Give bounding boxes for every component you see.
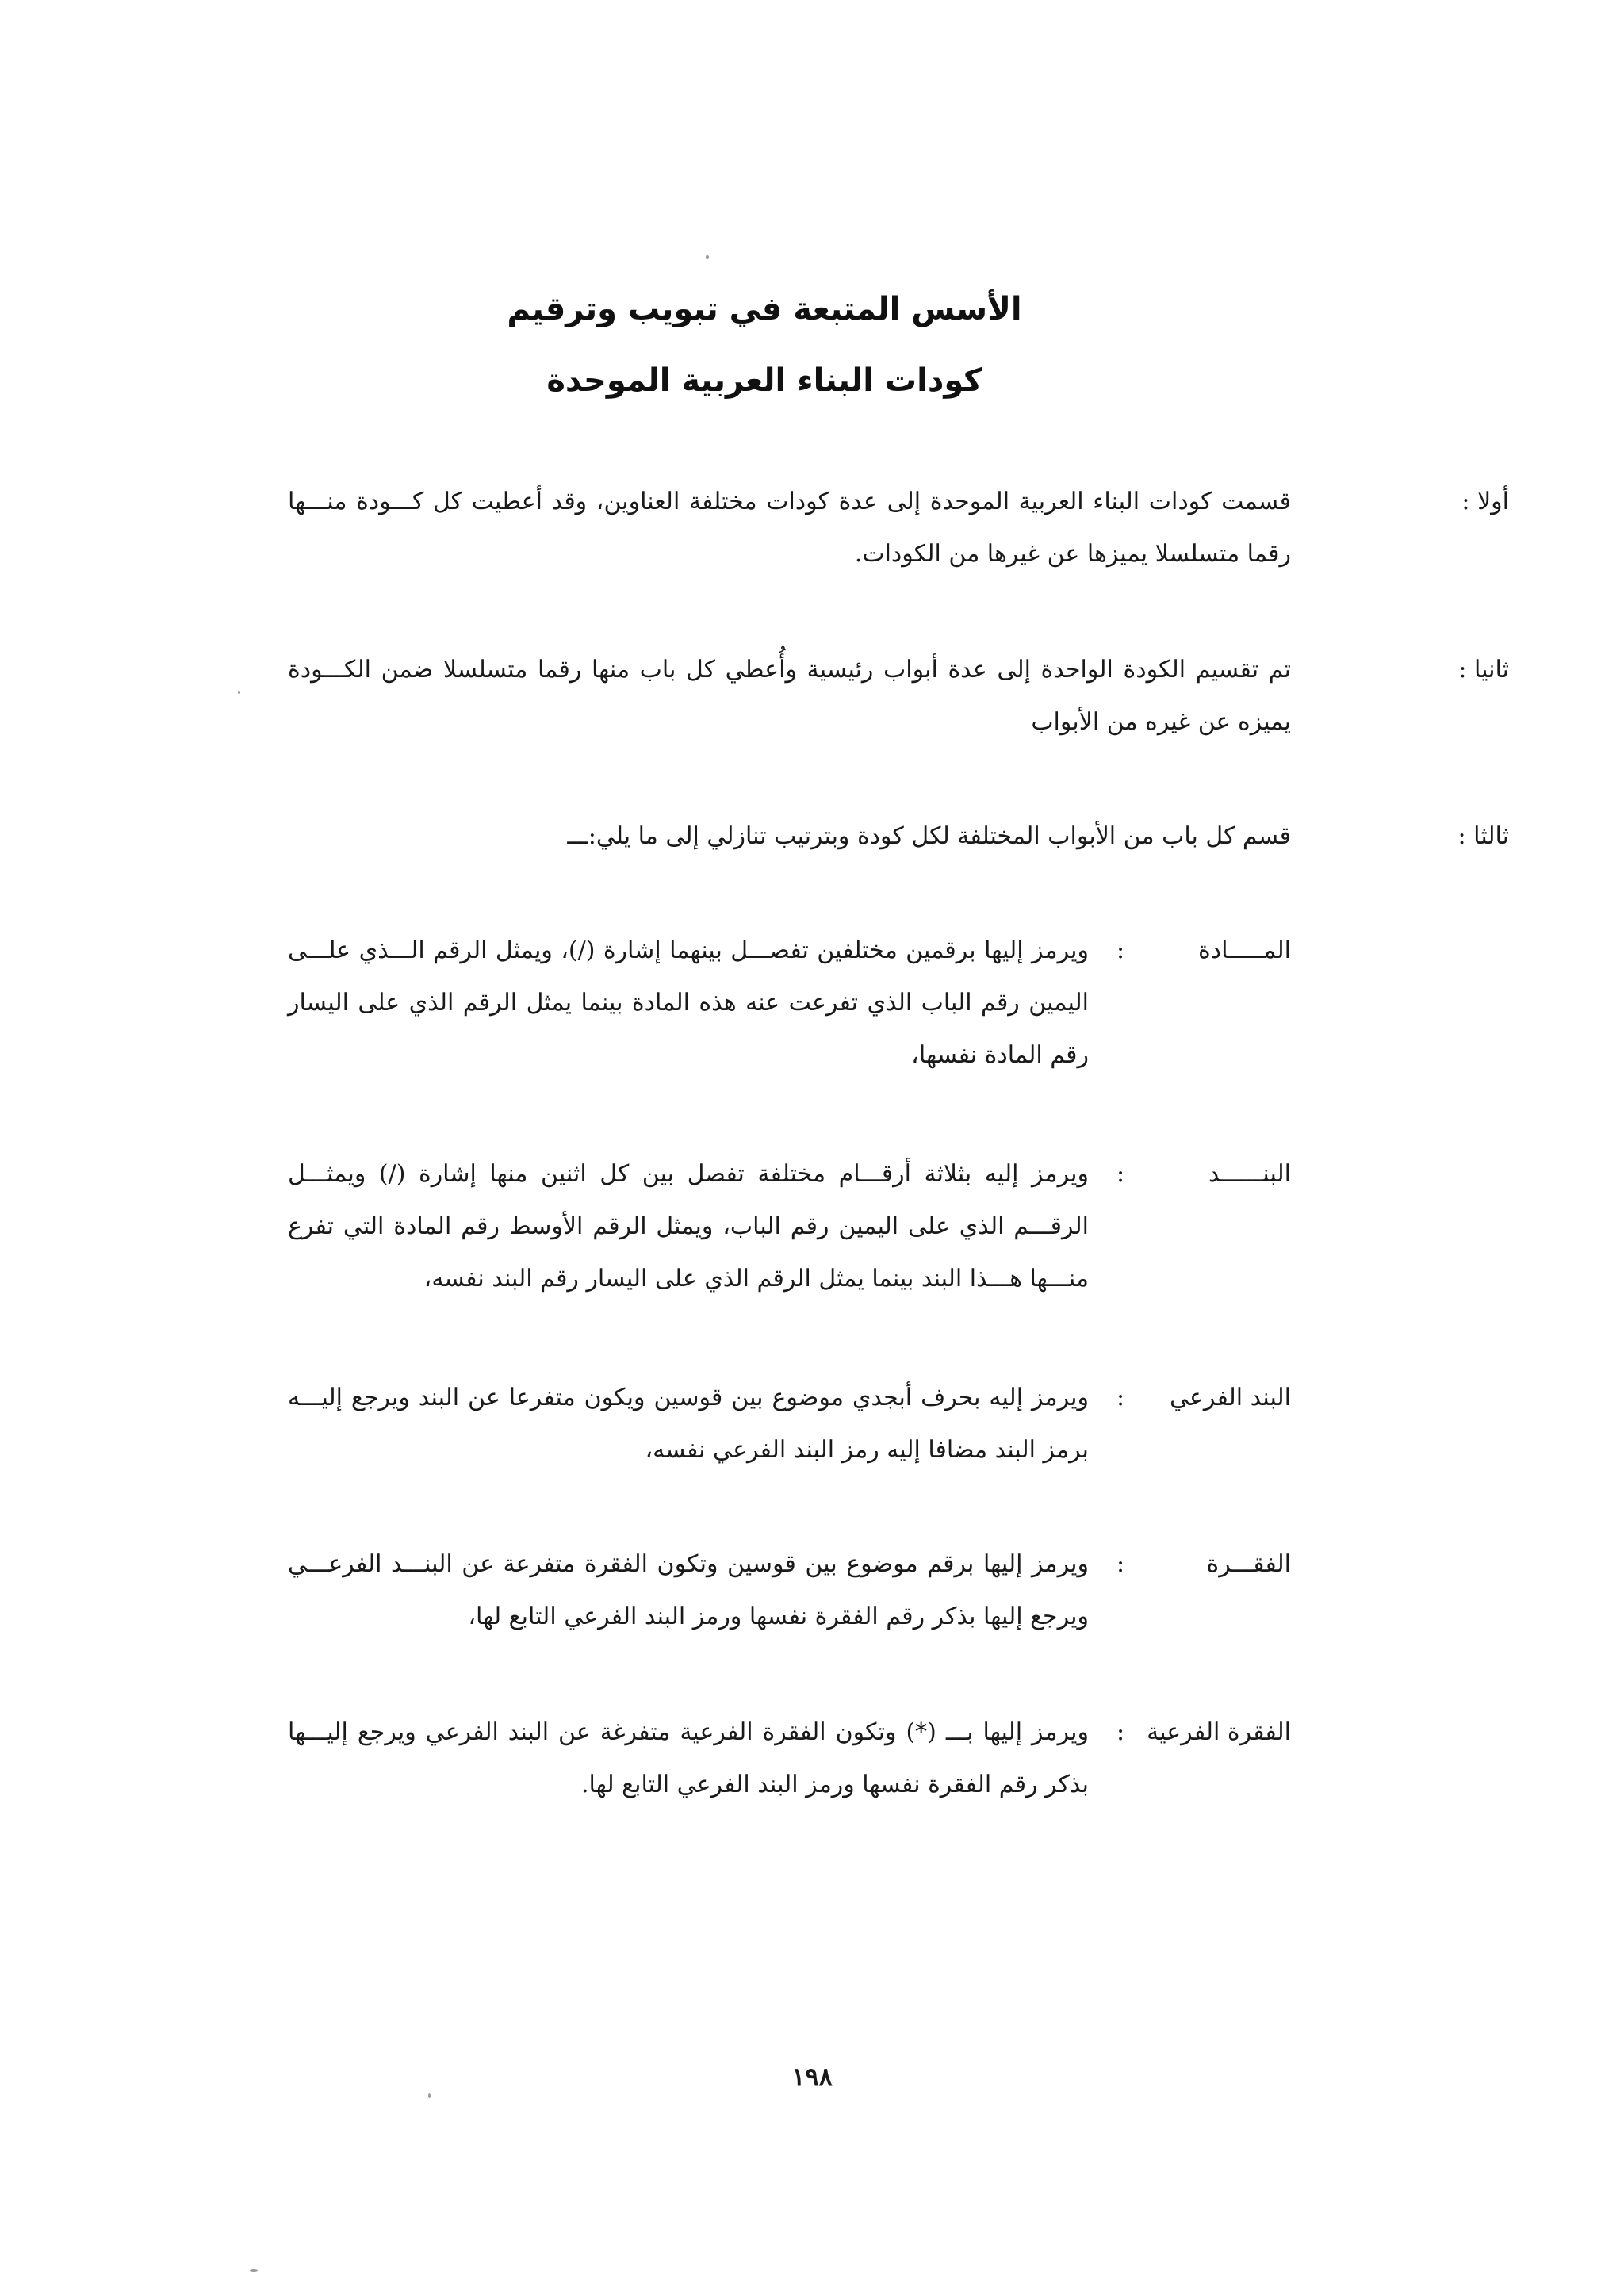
item-label: الفقرة الفرعية <box>1147 1718 1291 1746</box>
title-line-1: الأسس المتبعة في تبويب وترقيم <box>507 291 1022 327</box>
item-text: ويرمز إليه بثلاثة أرقـــام مختلفة تفصل بين كل اثنين منها إشارة (/) ويمثـــل الرقـــم الذي على اليمين رقم الباب، ويمثل الرقم الأوسط رقم المادة التي تفرع منـــها هـــذا البند بينما يمثل الرقم الذي على اليسار رقم البند نفسه، <box>288 1160 1089 1293</box>
section-text: قسمت كودات البناء العربية الموحدة إلى عدة كودات مختلفة العناوين، وقد أعطيت كل كـــودة منـــها رقما متسلسلا يميزها عن غيرها من الكودات. <box>288 488 1291 568</box>
item-text: ويرمز إليها برقمين مختلفين تفصـــل بينهما إشارة (/)، ويمثل الرقم الـــذي علـــى اليمين رقم الباب الذي تفرعت عنه هذه المادة بينما يمثل الرقم الذي على اليسار رقم المادة نفسها، <box>288 936 1089 1069</box>
scan-speck <box>428 2093 431 2098</box>
item-label: البنــــــد <box>1208 1160 1291 1188</box>
item-text: ويرمز إليها برقم موضوع بين قوسين وتكون الفقرة متفرعة عن البنـــد الفرعـــي ويرجع إليها بذكر رقم الفقرة نفسها ورمز البند الفرعي التابع لها، <box>288 1550 1089 1630</box>
section-text: قسم كل باب من الأبواب المختلفة لكل كودة وبترتيب تنازلي إلى ما يلي:ـــ <box>567 822 1291 850</box>
section-text: تم تقسيم الكودة الواحدة إلى عدة أبواب رئيسية وأُعطي كل باب منها رقما متسلسلا ضمن الكـــودة يميزه عن غيره من الأبواب <box>288 656 1291 736</box>
section-label: أولا : <box>1461 488 1509 515</box>
item-colon: : <box>1116 1550 1125 1578</box>
item-colon: : <box>1116 1384 1125 1411</box>
scan-speck <box>706 255 709 259</box>
item-colon: : <box>1116 1718 1125 1746</box>
title-block <box>0 274 1624 416</box>
item-label: البند الفرعي <box>1170 1384 1291 1411</box>
item-label: الفقـــرة <box>1206 1550 1291 1578</box>
title-line-2: كودات البناء العربية الموحدة <box>546 362 982 399</box>
scan-speck <box>238 691 240 694</box>
item-text: ويرمز إليه بحرف أبجدي موضوع بين قوسين ويكون متفرعا عن البند ويرجع إليـــه برمز البند مضافا إليه رمز البند الفرعي نفسه، <box>288 1384 1089 1464</box>
section-label: ثالثا : <box>1457 822 1509 850</box>
scan-speck <box>250 2269 258 2272</box>
item-text: ويرمز إليها بـــ (*) وتكون الفقرة الفرعية متفرغة عن البند الفرعي ويرجع إليـــها بذكر رقم الفقرة نفسها ورمز البند الفرعي التابع لها. <box>288 1718 1089 1798</box>
section-label: ثانيا : <box>1458 656 1509 684</box>
page-number: ١٩٨ <box>791 2062 833 2092</box>
item-label: المـــــادة <box>1198 936 1291 964</box>
item-colon: : <box>1116 936 1125 964</box>
item-colon: : <box>1116 1160 1125 1188</box>
